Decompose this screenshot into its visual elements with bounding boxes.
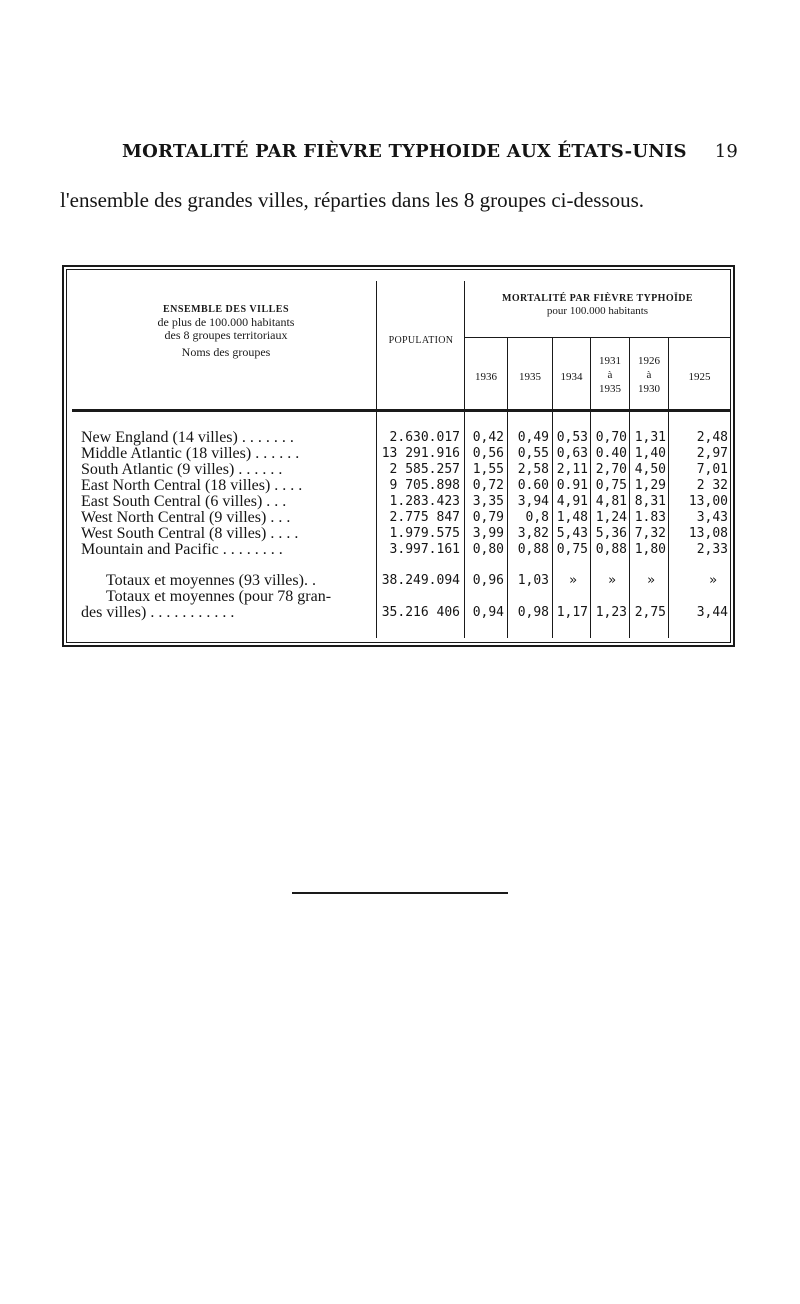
- table-cell-v1925: 2,48: [696, 430, 728, 445]
- table-cell-v2630: 8,31: [634, 494, 666, 509]
- table-cell-v1936: 0,79: [472, 510, 504, 525]
- population-header: POPULATION: [388, 335, 454, 346]
- left-header-line2: de plus de 100.000 habitants: [157, 315, 295, 329]
- mortality-header-line2: pour 100.000 habitants: [546, 305, 649, 317]
- table-cell-v1936: 0,56: [472, 446, 504, 461]
- table-row-name: South Atlantic (9 villes) . . . . . .: [81, 461, 283, 478]
- table-cell-population: 1.979.575: [389, 526, 460, 541]
- table-cell-v3135: 1,24: [595, 510, 627, 525]
- table-cell-v3135: 4,81: [595, 494, 627, 509]
- totals-cell-v1936: 0,94: [472, 605, 504, 620]
- table-cell-v1925: 2 32: [696, 478, 728, 493]
- table-cell-v1934: 0,63: [556, 446, 588, 461]
- mortality-subheader-rule: [464, 337, 730, 338]
- year-header-text: 1931: [599, 355, 621, 367]
- year-header-text: 1935: [519, 371, 541, 383]
- table-cell-v2630: 7,32: [634, 526, 666, 541]
- table-cell-v2630: 1.83: [634, 510, 666, 525]
- year-header-text: 1936: [475, 371, 497, 383]
- year-header-text: 1935: [599, 383, 621, 395]
- table-row-name: East South Central (6 villes) . . .: [81, 493, 287, 510]
- table-cell-v1934: 4,91: [556, 494, 588, 509]
- table-cell-v1935: 0,49: [517, 430, 549, 445]
- totals-cell-v1925: »: [709, 573, 717, 588]
- year-header-text: 1930: [638, 383, 660, 395]
- table-cell-population: 13 291.916: [381, 446, 460, 461]
- year-header-1934: [553, 370, 590, 384]
- table-cell-v1936: 3,99: [472, 526, 504, 541]
- table-cell-v1934: 0,75: [556, 542, 588, 557]
- totals-row-name-cont: des villes) . . . . . . . . . . .: [81, 604, 235, 621]
- table-cell-v1936: 1,55: [472, 462, 504, 477]
- running-head: [122, 141, 738, 162]
- mortality-header: [466, 292, 729, 318]
- totals-cell-v1935: 0,98: [517, 605, 549, 620]
- year-header-1935: [508, 370, 552, 384]
- table-cell-v1934: 0,53: [556, 430, 588, 445]
- table-cell-population: 2 585.257: [389, 462, 460, 477]
- totals-cell-v1934: »: [569, 573, 577, 588]
- table-cell-v1935: 0,55: [517, 446, 549, 461]
- table-cell-v2630: 1,31: [634, 430, 666, 445]
- year-header-1936: [465, 370, 507, 384]
- header-rule: [72, 409, 730, 412]
- totals-cell-v3135: »: [608, 573, 616, 588]
- year-header-1931-1935: [591, 354, 629, 396]
- totals-cell-population: 38.249.094: [381, 573, 460, 588]
- table-row-name: West South Central (8 villes) . . . .: [81, 525, 299, 542]
- left-header-line3: des 8 groupes territoriaux: [164, 328, 288, 342]
- table-cell-v1925: 7,01: [696, 462, 728, 477]
- table-cell-v1934: 1,48: [556, 510, 588, 525]
- table-row-name: West North Central (9 villes) . . .: [81, 509, 291, 526]
- left-header-line4: Noms des groupes: [181, 345, 271, 359]
- table-cell-v1936: 0,42: [472, 430, 504, 445]
- table-cell-v1935: 3,94: [517, 494, 549, 509]
- table-cell-v3135: 0.40: [595, 446, 627, 461]
- table-cell-v1925: 13,00: [688, 494, 728, 509]
- table-cell-v1936: 3,35: [472, 494, 504, 509]
- table-cell-v3135: 0,70: [595, 430, 627, 445]
- end-rule: [292, 892, 508, 894]
- table-row-name: New England (14 villes) . . . . . . .: [81, 429, 294, 446]
- table-cell-population: 2.775 847: [389, 510, 460, 525]
- table-cell-v3135: 0,75: [595, 478, 627, 493]
- table-cell-v2630: 1,40: [634, 446, 666, 461]
- totals-cell-v3135: 1,23: [595, 605, 627, 620]
- totals-row-name: Totaux et moyennes (93 villes). .: [106, 572, 316, 589]
- table-cell-v1935: 0.60: [517, 478, 549, 493]
- table-cell-v3135: 0,88: [595, 542, 627, 557]
- year-header-text: 1934: [560, 371, 583, 383]
- table-cell-v1925: 2,97: [696, 446, 728, 461]
- table-cell-v1936: 0,80: [472, 542, 504, 557]
- table-row-name: Mountain and Pacific . . . . . . . .: [81, 541, 283, 558]
- table-cell-v1936: 0,72: [472, 478, 504, 493]
- totals-cell-population: 35.216 406: [381, 605, 460, 620]
- table-row-name: Middle Atlantic (18 villes) . . . . . .: [81, 445, 300, 462]
- table-cell-v1925: 13,08: [688, 526, 728, 541]
- year-header-text: à: [607, 369, 613, 381]
- left-column-header: [78, 303, 374, 359]
- totals-cell-v1934: 1,17: [556, 605, 588, 620]
- table-cell-v3135: 2,70: [595, 462, 627, 477]
- left-header-line1: ENSEMBLE DES VILLES: [162, 304, 290, 315]
- intro-paragraph: l'ensemble des grandes villes, réparties dans les 8 groupes ci-dessous.: [60, 188, 645, 212]
- totals-cell-v1925: 3,44: [696, 605, 728, 620]
- running-title: MORTALITÉ PAR FIÈVRE TYPHOIDE AUX ÉTATS-UNIS: [122, 141, 687, 162]
- table-cell-population: 9 705.898: [389, 478, 460, 493]
- year-header-1925: [669, 370, 730, 384]
- table-cell-v1934: 0.91: [556, 478, 588, 493]
- totals-cell-v2630: »: [647, 573, 655, 588]
- table-cell-v1934: 5,43: [556, 526, 588, 541]
- table-cell-v1935: 3,82: [517, 526, 549, 541]
- year-header-text: 1925: [688, 371, 711, 383]
- table-cell-v1934: 2,11: [556, 462, 588, 477]
- table-row-name: East North Central (18 villes) . . . .: [81, 477, 303, 494]
- table-cell-v2630: 1,29: [634, 478, 666, 493]
- year-header-1926-1930: [630, 354, 668, 396]
- table-cell-population: 2.630.017: [389, 430, 460, 445]
- table-cell-v1935: 0,8: [525, 510, 549, 525]
- table-cell-v3135: 5,36: [595, 526, 627, 541]
- table-cell-population: 3.997.161: [389, 542, 460, 557]
- totals-cell-v2630: 2,75: [634, 605, 666, 620]
- page-number: 19: [714, 141, 738, 162]
- table-cell-v2630: 1,80: [634, 542, 666, 557]
- table-cell-v1925: 2,33: [696, 542, 728, 557]
- mortality-header-line1: MORTALITÉ PAR FIÈVRE TYPHOÏDE: [502, 293, 693, 304]
- totals-cell-v1936: 0,96: [472, 573, 504, 588]
- year-header-text: à: [646, 369, 652, 381]
- table-cell-v2630: 4,50: [634, 462, 666, 477]
- totals-cell-v1935: 1,03: [517, 573, 549, 588]
- table-cell-v1925: 3,43: [696, 510, 728, 525]
- year-header-text: 1926: [638, 355, 660, 367]
- col-divider-population: [376, 281, 377, 638]
- totals-row-name: Totaux et moyennes (pour 78 gran-: [106, 588, 332, 605]
- table-cell-population: 1.283.423: [389, 494, 460, 509]
- table-cell-v1935: 0,88: [517, 542, 549, 557]
- table-cell-v1935: 2,58: [517, 462, 549, 477]
